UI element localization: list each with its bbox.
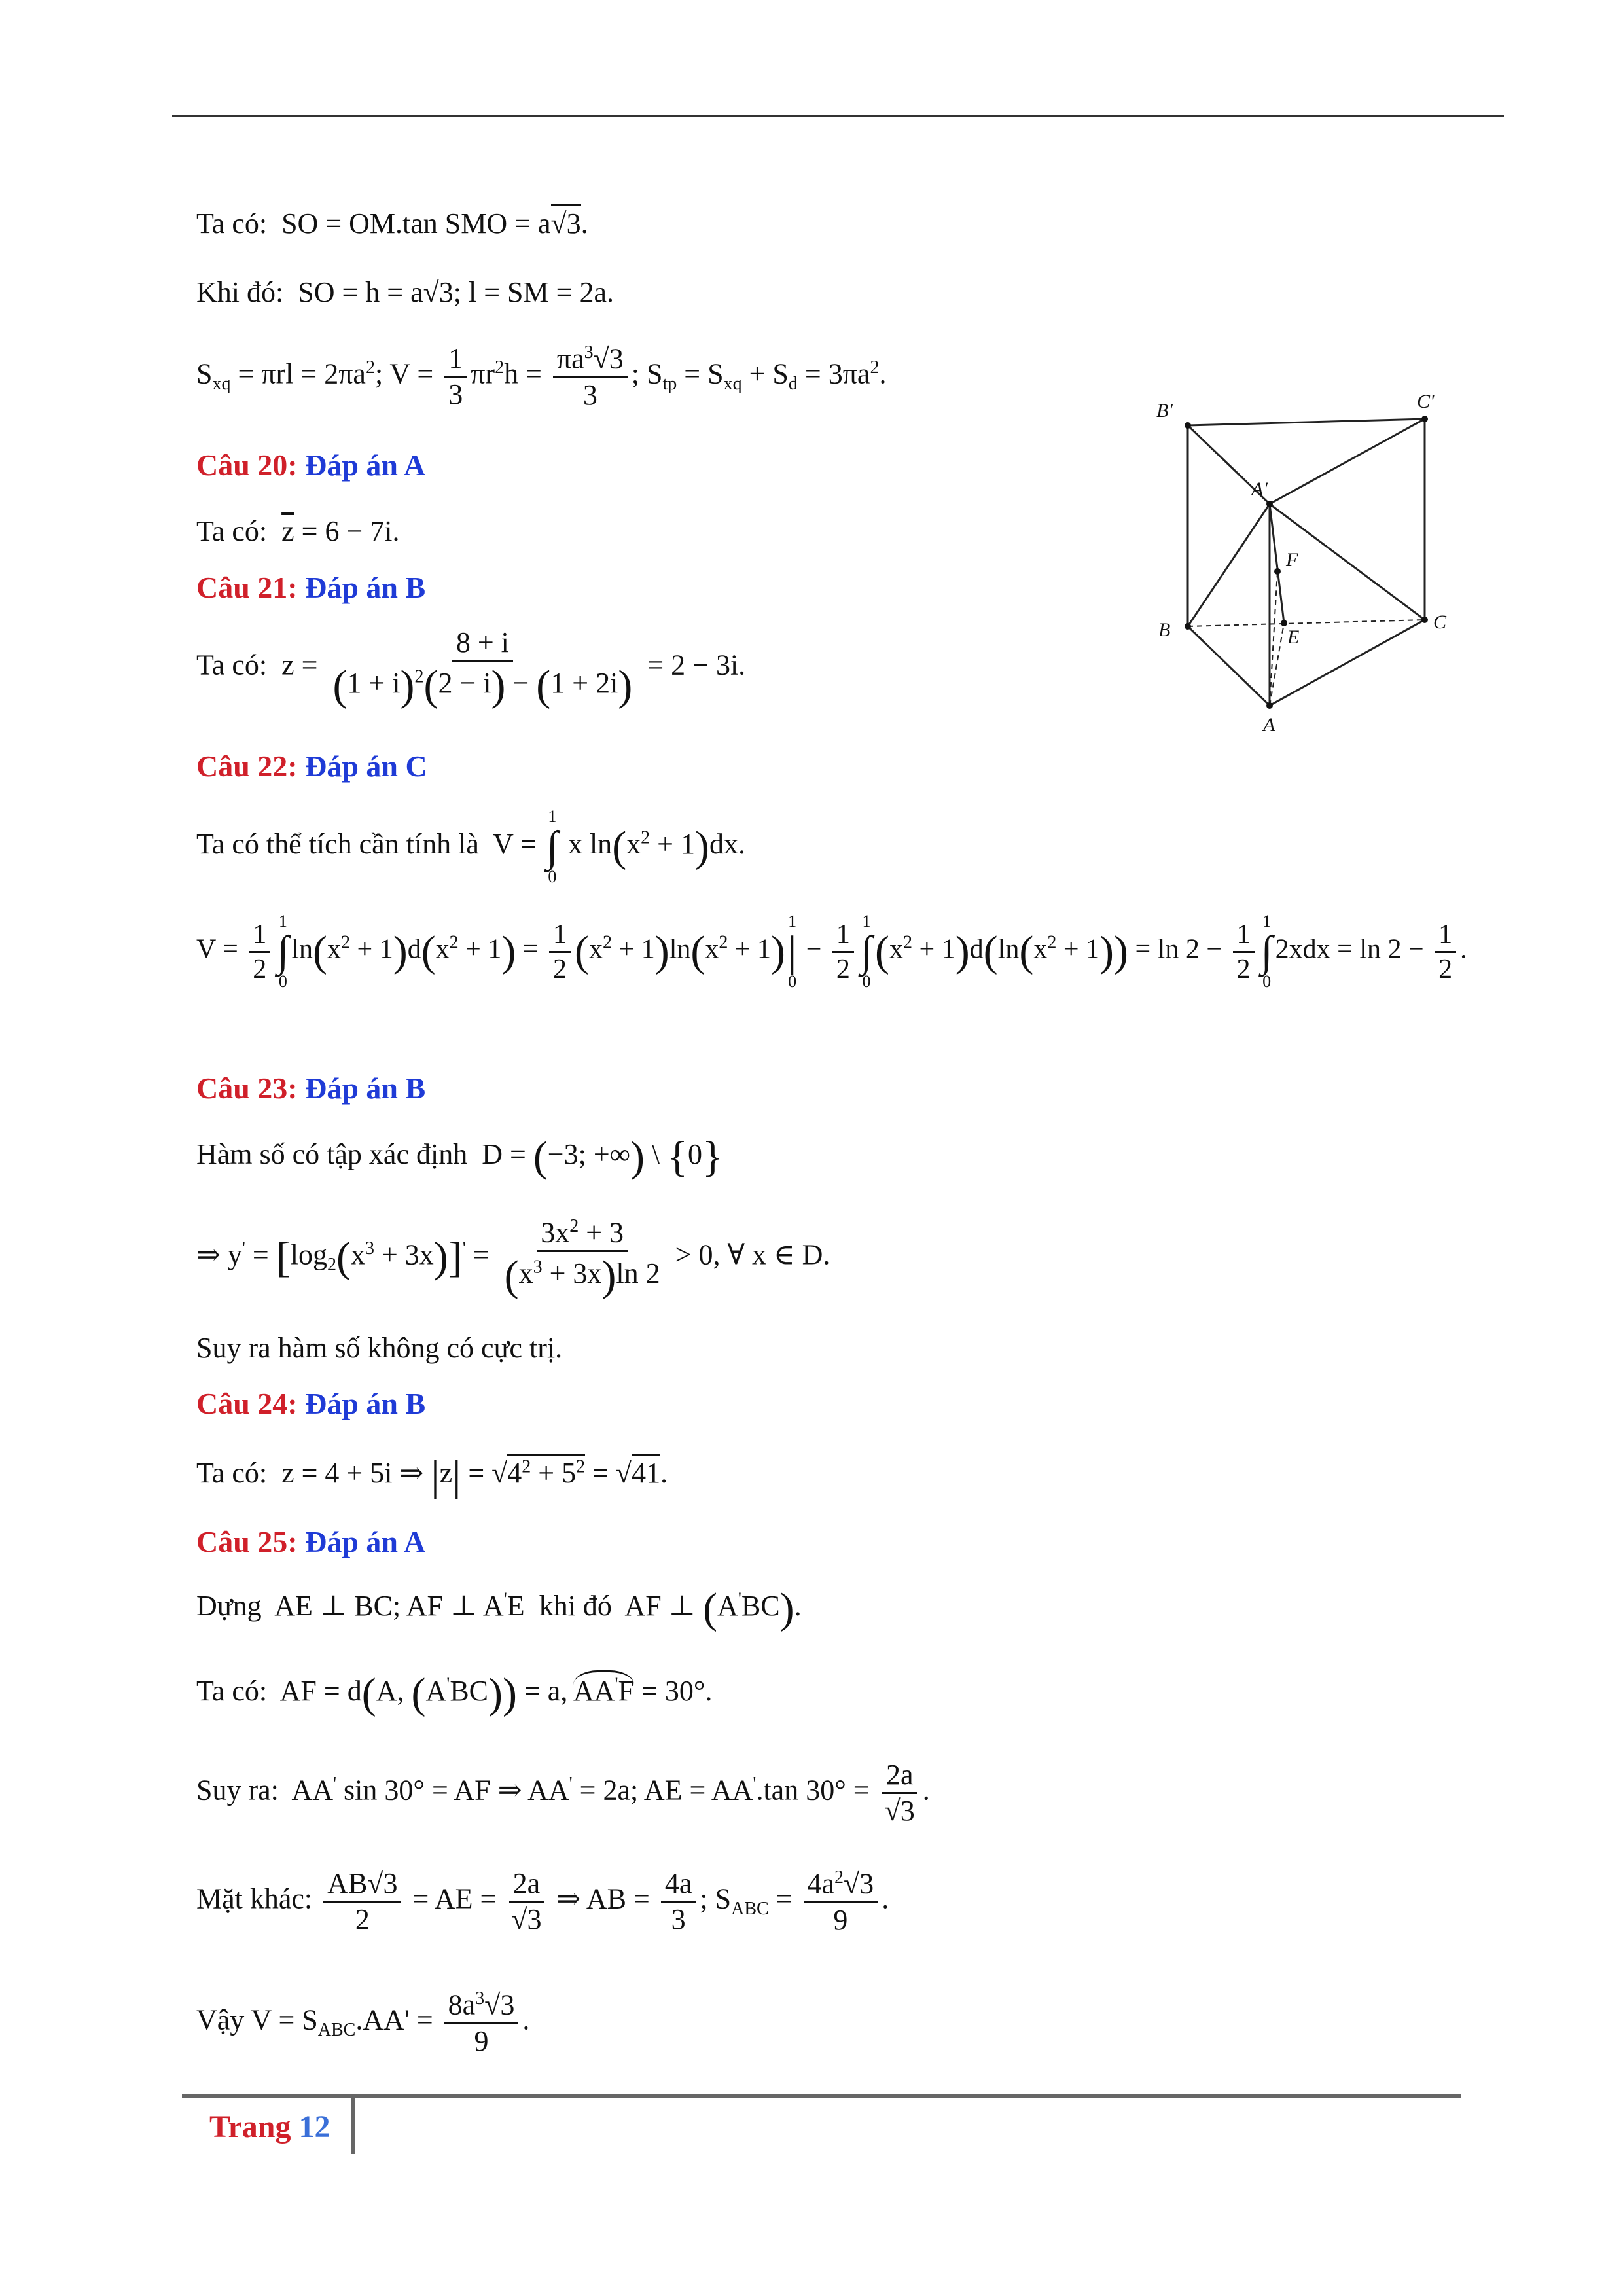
question-25-header <box>196 1527 425 1557</box>
question-24-header <box>196 1389 425 1419</box>
edge-bprime-cprime <box>1188 419 1425 425</box>
label-c: C <box>1433 611 1447 633</box>
question-20-body: Ta có: $\overline{z} = 6 - 7i$. <box>196 515 400 547</box>
footer-divider <box>351 2096 355 2154</box>
point-aprime <box>1266 501 1273 507</box>
point-f <box>1274 568 1281 575</box>
question-22-header <box>196 751 427 781</box>
text-line-sxq: $S_{xq} = \pi rl = 2\pi a^2$; V = $\frac{1}{3}$ $\pi r^2h$ = $\frac{\pi a^3√3}{3}$ ; $S_{tp} = S_{xq} + S_d = 3\pi a^2$. <box>196 342 887 411</box>
question-22-label: Câu 22: <box>196 749 298 783</box>
footer-label: Trang <box>209 2109 291 2144</box>
question-23-domain: Hàm số có tập xác định D = (−3; +∞) \ {0} <box>196 1133 723 1181</box>
question-25-ab: Mặt khác: $\frac{AB√3}{2}$ = AE = $\frac{2a}{√3}$ ⇒ AB = $\frac{4a}{3}$ ; $S_{ABC}$ = $\frac{4a^2√3}{9}$ . <box>196 1867 889 1936</box>
footer-rule <box>182 2094 1461 2098</box>
edge-cprime-aprime <box>1270 419 1425 504</box>
volume-mid: .AA' = <box>355 2003 433 2036</box>
label-b: B <box>1158 619 1171 641</box>
question-24-body: Ta có: z = 4 + 5i ⇒ $|z| = √4^2 + 5^2 = √41$. <box>196 1452 668 1499</box>
point-bprime <box>1185 422 1191 429</box>
volume-prefix: Vậy V = S <box>196 2003 318 2036</box>
label-cprime: C' <box>1417 391 1435 412</box>
question-22-answer: Đáp án C <box>305 749 427 783</box>
question-23-derivative: ⇒ $y' = [\log_2(x^3 + 3x)]'$ = $\frac{3x^2 + 3}{(x^3 + 3x)\ln 2}$ > 0, ∀ x ∈ D. <box>196 1216 830 1300</box>
point-e <box>1281 620 1287 626</box>
label-f: F <box>1286 549 1298 571</box>
question-21-header <box>196 573 425 603</box>
question-21-label: Câu 21: <box>196 571 298 604</box>
edge-aprime-e <box>1270 504 1284 623</box>
page-footer <box>209 2109 330 2145</box>
question-20-header <box>196 450 425 480</box>
point-a <box>1266 702 1273 709</box>
question-25-distance: Ta có: AF = d(A, (A'BC)) = a, AA'F = 30°. <box>196 1670 713 1717</box>
volume-subscript: ABC <box>317 2020 356 2041</box>
question-20-label: Câu 20: <box>196 448 298 482</box>
question-24-answer: Đáp án B <box>305 1387 426 1420</box>
page-number: 12 <box>298 2109 330 2144</box>
label-a: A <box>1263 714 1275 736</box>
question-24-label: Câu 24: <box>196 1387 298 1420</box>
prism-figure <box>1142 383 1456 746</box>
question-21-body: Ta có: z = $\frac{8 + i}{(1 + i)^2(2 - i) - (1 + 2i)}$ = 2 − 3i. <box>196 626 746 709</box>
question-25-answer: Đáp án A <box>305 1525 426 1558</box>
point-c <box>1421 617 1428 623</box>
label-bprime: B' <box>1156 400 1173 422</box>
question-25-label: Câu 25: <box>196 1525 298 1558</box>
question-22-text: Ta có thể tích cần tính là <box>196 828 479 861</box>
label-aprime: A' <box>1251 478 1268 500</box>
edge-aprime-b <box>1188 504 1270 626</box>
label-e: E <box>1287 626 1300 648</box>
point-cprime <box>1421 416 1428 422</box>
text-line-khi-do: Khi đó: SO = h = a√3; l = SM = 2a. <box>196 276 614 308</box>
question-23-header <box>196 1073 425 1103</box>
question-25-volume: Vậy $V = S_{ABC}.AA'$ = $\frac{8a^3√3}{9}$ . <box>196 1988 530 2057</box>
question-25-construction: Dựng AE ⊥ BC; AF ⊥ A'E khi đó AF ⊥ (A'BC). <box>196 1585 802 1632</box>
question-20-answer: Đáp án A <box>305 448 426 482</box>
question-21-answer: Đáp án B <box>305 571 426 604</box>
question-23-label: Câu 23: <box>196 1071 298 1105</box>
edge-b-a <box>1188 626 1270 706</box>
question-22-integral: V = $\frac{1}{2}$ 1 ∫ 0 $\ln(x^2 + 1)d(x^2 + 1)$ = $\frac{1}{2}$ $(x^2 + 1)\ln(x^2 + 1)$ 1 | 0 − $\frac{1}{2}$ 1 ∫ 0 $(x^2 + 1)d(\ln(x^2 + 1)) = \ln 2$ − $\frac{1}{2}$ 1 ∫ 0 2xdx = ln 2 − $\frac{1}{2}$ . <box>196 912 1467 991</box>
text-line-so: Ta có: SO = OM.tan SMO = a√3. <box>196 209 588 238</box>
question-25-aa-prime: Suy ra: AA' sin 30° = AF ⇒ AA' = 2a; AE = AA'.tan 30° = $\frac{2a}{√3}$ . <box>196 1759 930 1827</box>
edge-b-c-hidden <box>1188 620 1425 626</box>
question-23-conclusion: Suy ra hàm số không có cực trị. <box>196 1332 563 1364</box>
question-23-answer: Đáp án B <box>305 1071 426 1105</box>
header-rule <box>172 115 1504 117</box>
point-b <box>1185 623 1191 630</box>
question-22-volume: Ta có thể tích cần tính là V = 1 ∫ 0 x $\ln(x^2 + 1)dx$. <box>196 807 745 886</box>
